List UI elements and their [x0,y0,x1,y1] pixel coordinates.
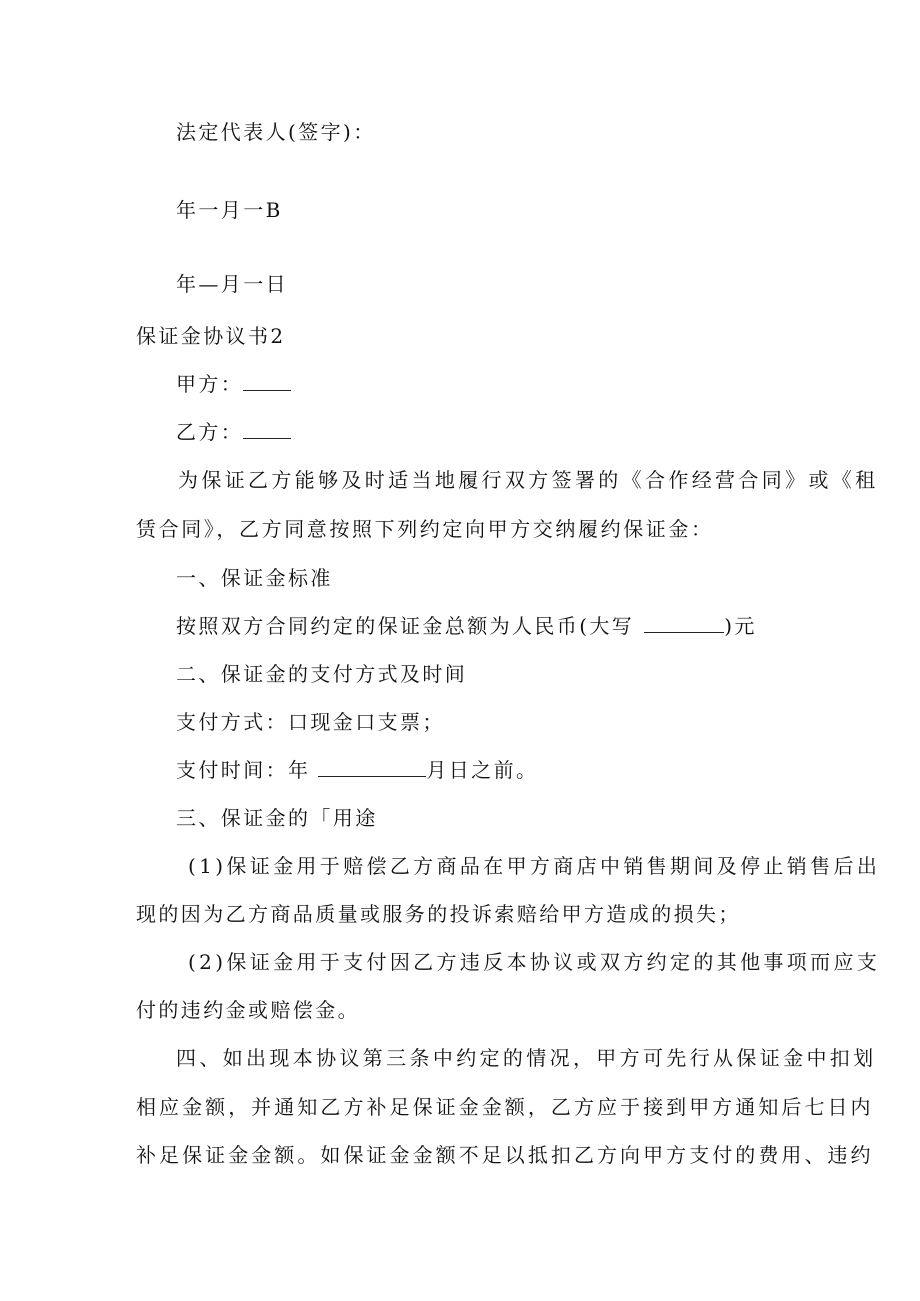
party-b-blank [243,420,291,439]
party-a-line [176,370,291,398]
party-a-label: 甲方： [176,372,244,396]
amount-prefix: 按照双方合同约定的保证金总额为人民币(大写 [176,614,635,638]
intro-line-1: 为保证乙方能够及时适当地履行双方签署的《合作经营合同》或《租 [178,468,879,492]
section-4-line-1: 四、如出现本协议第三条中约定的情况，甲方可先行从保证金中扣划 [176,1046,877,1070]
signature-date-2: 年—月一日 [176,272,288,296]
section-3-item-2-line-2: 付的违约金或赔偿金。 [136,998,360,1022]
section-4-line-2: 相应金额，并通知乙方补足保证金金额，乙方应于接到甲方通知后七日内 [136,1095,874,1119]
section-4-line-3: 补足保证金金额。如保证金金额不足以抵扣乙方向甲方支付的费用、违约 [136,1143,874,1167]
section-2-heading: 二、保证金的支付方式及时间 [176,662,468,686]
payment-time-line [176,756,538,784]
party-b-line [176,418,291,446]
section-1-heading: 一、保证金标准 [176,566,333,590]
amount-suffix: )元 [724,614,757,638]
party-a-blank [243,372,291,391]
payment-method: 支付方式：口现金口支票； [176,710,445,734]
payment-time-suffix: 月日之前。 [426,758,539,782]
legal-representative-signature: 法定代表人(签字)： [176,120,376,144]
payment-time-prefix: 支付时间：年 [176,758,311,782]
section-1-amount-line [176,612,757,640]
intro-line-2: 赁合同》，乙方同意按照下列约定向甲方交纳履约保证金： [136,517,714,541]
party-b-label: 乙方： [176,420,244,444]
payment-time-blank [318,758,426,777]
document-title: 保证金协议书2 [136,324,286,348]
section-3-heading: 三、保证金的「用途 [176,806,378,830]
section-3-item-1-line-1: (1)保证金用于赔偿乙方商品在甲方商店中销售期间及停止销售后出 [188,854,881,878]
section-3-item-1-line-2: 现的因为乙方商品质量或服务的投诉索赔给甲方造成的损失； [136,902,741,926]
signature-date-1: 年一月一B [176,198,283,222]
amount-blank [644,614,724,633]
section-3-item-2-line-1: (2)保证金用于支付因乙方违反本协议或双方约定的其他事项而应支 [188,950,881,974]
